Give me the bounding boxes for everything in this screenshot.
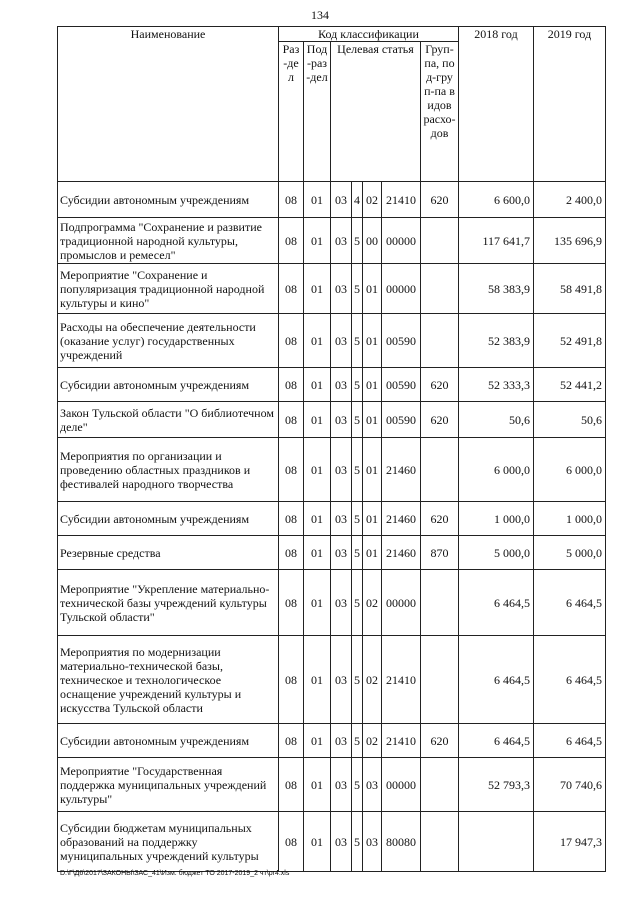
value-2018-cell: 6 464,5 [459, 570, 534, 636]
value-2019-cell: 6 464,5 [534, 570, 606, 636]
row-name: Мероприятие "Сохранение и популяризация традиционной народной культуры и кино" [58, 264, 279, 314]
target-d-cell: 00000 [382, 218, 421, 264]
value-2018-cell: 6 464,5 [459, 724, 534, 758]
target-d-cell: 21460 [382, 502, 421, 536]
target-c-cell: 00 [363, 218, 382, 264]
row-name: Субсидии автономным учреждениям [58, 182, 279, 218]
podrazdel-cell: 01 [304, 438, 331, 502]
row-name: Подпрограмма "Сохранение и развитие традиционной народной культуры, промыслов и ремесел" [58, 218, 279, 264]
table-row [58, 182, 606, 218]
value-2018-cell: 6 000,0 [459, 438, 534, 502]
group-cell: 620 [421, 368, 459, 402]
value-2019-cell: 2 400,0 [534, 182, 606, 218]
value-2018-cell: 6 464,5 [459, 636, 534, 724]
razdel-cell: 08 [279, 314, 304, 368]
razdel-cell: 08 [279, 758, 304, 812]
target-d-cell: 00590 [382, 402, 421, 438]
value-2018-cell: 50,6 [459, 402, 534, 438]
value-2019-cell: 6 464,5 [534, 636, 606, 724]
target-a-cell: 03 [331, 536, 352, 570]
target-b-cell: 5 [352, 570, 363, 636]
razdel-cell: 08 [279, 182, 304, 218]
value-2019-cell: 50,6 [534, 402, 606, 438]
razdel-cell: 08 [279, 724, 304, 758]
target-b-cell: 5 [352, 402, 363, 438]
value-2018-cell: 52 333,3 [459, 368, 534, 402]
target-b-cell: 5 [352, 218, 363, 264]
target-d-cell: 00000 [382, 570, 421, 636]
value-2019-cell: 58 491,8 [534, 264, 606, 314]
value-2018-cell: 52 793,3 [459, 758, 534, 812]
value-2018-cell: 1 000,0 [459, 502, 534, 536]
row-name: Субсидии автономным учреждениям [58, 368, 279, 402]
table-row [58, 368, 606, 402]
razdel-cell: 08 [279, 402, 304, 438]
razdel-cell: 08 [279, 368, 304, 402]
target-b-cell: 5 [352, 812, 363, 872]
target-b-cell: 5 [352, 636, 363, 724]
target-a-cell: 03 [331, 724, 352, 758]
podrazdel-cell: 01 [304, 724, 331, 758]
table-row [58, 314, 606, 368]
table-row [58, 264, 606, 314]
group-cell [421, 758, 459, 812]
value-2019-cell: 52 491,8 [534, 314, 606, 368]
target-b-cell: 5 [352, 536, 363, 570]
target-d-cell: 21410 [382, 636, 421, 724]
target-c-cell: 03 [363, 758, 382, 812]
target-c-cell: 03 [363, 812, 382, 872]
target-c-cell: 01 [363, 314, 382, 368]
target-c-cell: 01 [363, 536, 382, 570]
podrazdel-cell: 01 [304, 812, 331, 872]
value-2018-cell: 58 383,9 [459, 264, 534, 314]
budget-table [57, 26, 606, 872]
group-cell: 620 [421, 402, 459, 438]
target-c-cell: 01 [363, 438, 382, 502]
group-cell [421, 812, 459, 872]
group-cell [421, 314, 459, 368]
value-2019-cell: 52 441,2 [534, 368, 606, 402]
header-2018: 2018 год [459, 27, 534, 182]
target-a-cell: 03 [331, 502, 352, 536]
razdel-cell: 08 [279, 636, 304, 724]
row-name: Резервные средства [58, 536, 279, 570]
target-d-cell: 00590 [382, 368, 421, 402]
target-a-cell: 03 [331, 402, 352, 438]
target-a-cell: 03 [331, 758, 352, 812]
target-a-cell: 03 [331, 636, 352, 724]
target-b-cell: 5 [352, 502, 363, 536]
target-b-cell: 5 [352, 264, 363, 314]
podrazdel-cell: 01 [304, 636, 331, 724]
group-cell [421, 636, 459, 724]
target-c-cell: 01 [363, 264, 382, 314]
target-c-cell: 01 [363, 402, 382, 438]
file-path-footer: D:\Г\Д6\2017\ЗАКОНЫ\ЗАС_41\Изм. бюджет ТО 2017-2019_2 чт\pr4.xls [60, 870, 290, 877]
row-name: Субсидии автономным учреждениям [58, 502, 279, 536]
row-name: Субсидии автономным учреждениям [58, 724, 279, 758]
target-a-cell: 03 [331, 264, 352, 314]
target-a-cell: 03 [331, 368, 352, 402]
razdel-cell: 08 [279, 570, 304, 636]
group-cell: 620 [421, 182, 459, 218]
group-cell: 870 [421, 536, 459, 570]
row-name: Мероприятия по модернизации материально-технической базы, техническое и технологическое оснащение учреждений культуры и искусства Тульской области [58, 636, 279, 724]
row-name: Мероприятие "Государственная поддержка муниципальных учреждений культуры" [58, 758, 279, 812]
group-cell [421, 438, 459, 502]
table-row [58, 536, 606, 570]
target-c-cell: 02 [363, 570, 382, 636]
value-2019-cell: 1 000,0 [534, 502, 606, 536]
header-2019: 2019 год [534, 27, 606, 182]
podrazdel-cell: 01 [304, 218, 331, 264]
header-name: Наименование [58, 27, 279, 182]
header-target: Целевая статья [331, 42, 421, 182]
row-name: Расходы на обеспечение деятельности (оказание услуг) государственных учреждений [58, 314, 279, 368]
header-razdel: Раз-дел [279, 42, 304, 182]
header-group: Груп-па, под-груп-па видов расхо-дов [421, 42, 459, 182]
table-row [58, 438, 606, 502]
value-2018-cell: 52 383,9 [459, 314, 534, 368]
target-c-cell: 01 [363, 502, 382, 536]
value-2018-cell: 5 000,0 [459, 536, 534, 570]
target-d-cell: 00590 [382, 314, 421, 368]
target-a-cell: 03 [331, 314, 352, 368]
target-b-cell: 5 [352, 314, 363, 368]
table-row [58, 758, 606, 812]
podrazdel-cell: 01 [304, 264, 331, 314]
row-name: Закон Тульской области "О библиотечном деле" [58, 402, 279, 438]
target-d-cell: 21460 [382, 438, 421, 502]
table-row [58, 636, 606, 724]
target-d-cell: 21460 [382, 536, 421, 570]
group-cell: 620 [421, 724, 459, 758]
group-cell [421, 264, 459, 314]
header-podrazdel: Под-раз-дел [304, 42, 331, 182]
podrazdel-cell: 01 [304, 402, 331, 438]
row-name: Субсидии бюджетам муниципальных образований на поддержку муниципальных учреждений культуры [58, 812, 279, 872]
podrazdel-cell: 01 [304, 314, 331, 368]
value-2018-cell [459, 812, 534, 872]
value-2019-cell: 6 464,5 [534, 724, 606, 758]
value-2019-cell: 17 947,3 [534, 812, 606, 872]
target-d-cell: 21410 [382, 182, 421, 218]
table-row [58, 570, 606, 636]
target-d-cell: 21410 [382, 724, 421, 758]
podrazdel-cell: 01 [304, 536, 331, 570]
target-b-cell: 5 [352, 438, 363, 502]
value-2019-cell: 70 740,6 [534, 758, 606, 812]
group-cell [421, 218, 459, 264]
target-b-cell: 5 [352, 724, 363, 758]
target-a-cell: 03 [331, 812, 352, 872]
target-a-cell: 03 [331, 570, 352, 636]
page-number: 134 [311, 8, 329, 22]
podrazdel-cell: 01 [304, 758, 331, 812]
podrazdel-cell: 01 [304, 182, 331, 218]
group-cell [421, 570, 459, 636]
target-a-cell: 03 [331, 218, 352, 264]
razdel-cell: 08 [279, 502, 304, 536]
table-row [58, 502, 606, 536]
value-2019-cell: 6 000,0 [534, 438, 606, 502]
target-a-cell: 03 [331, 438, 352, 502]
table-row [58, 402, 606, 438]
razdel-cell: 08 [279, 218, 304, 264]
target-c-cell: 02 [363, 724, 382, 758]
target-c-cell: 02 [363, 182, 382, 218]
header-code: Код классификации [279, 27, 459, 42]
target-a-cell: 03 [331, 182, 352, 218]
target-b-cell: 5 [352, 368, 363, 402]
row-name: Мероприятие "Укрепление материально-технической базы учреждений культуры Тульской области" [58, 570, 279, 636]
value-2018-cell: 117 641,7 [459, 218, 534, 264]
target-c-cell: 01 [363, 368, 382, 402]
row-name: Мероприятия по организации и проведению областных праздников и фестивалей народного творчества [58, 438, 279, 502]
podrazdel-cell: 01 [304, 368, 331, 402]
target-c-cell: 02 [363, 636, 382, 724]
value-2019-cell: 5 000,0 [534, 536, 606, 570]
razdel-cell: 08 [279, 264, 304, 314]
podrazdel-cell: 01 [304, 570, 331, 636]
razdel-cell: 08 [279, 438, 304, 502]
target-d-cell: 80080 [382, 812, 421, 872]
table-row [58, 218, 606, 264]
podrazdel-cell: 01 [304, 502, 331, 536]
target-b-cell: 4 [352, 182, 363, 218]
razdel-cell: 08 [279, 812, 304, 872]
razdel-cell: 08 [279, 536, 304, 570]
group-cell: 620 [421, 502, 459, 536]
value-2018-cell: 6 600,0 [459, 182, 534, 218]
table-row [58, 724, 606, 758]
target-d-cell: 00000 [382, 264, 421, 314]
value-2019-cell: 135 696,9 [534, 218, 606, 264]
table-row [58, 812, 606, 872]
target-b-cell: 5 [352, 758, 363, 812]
target-d-cell: 00000 [382, 758, 421, 812]
